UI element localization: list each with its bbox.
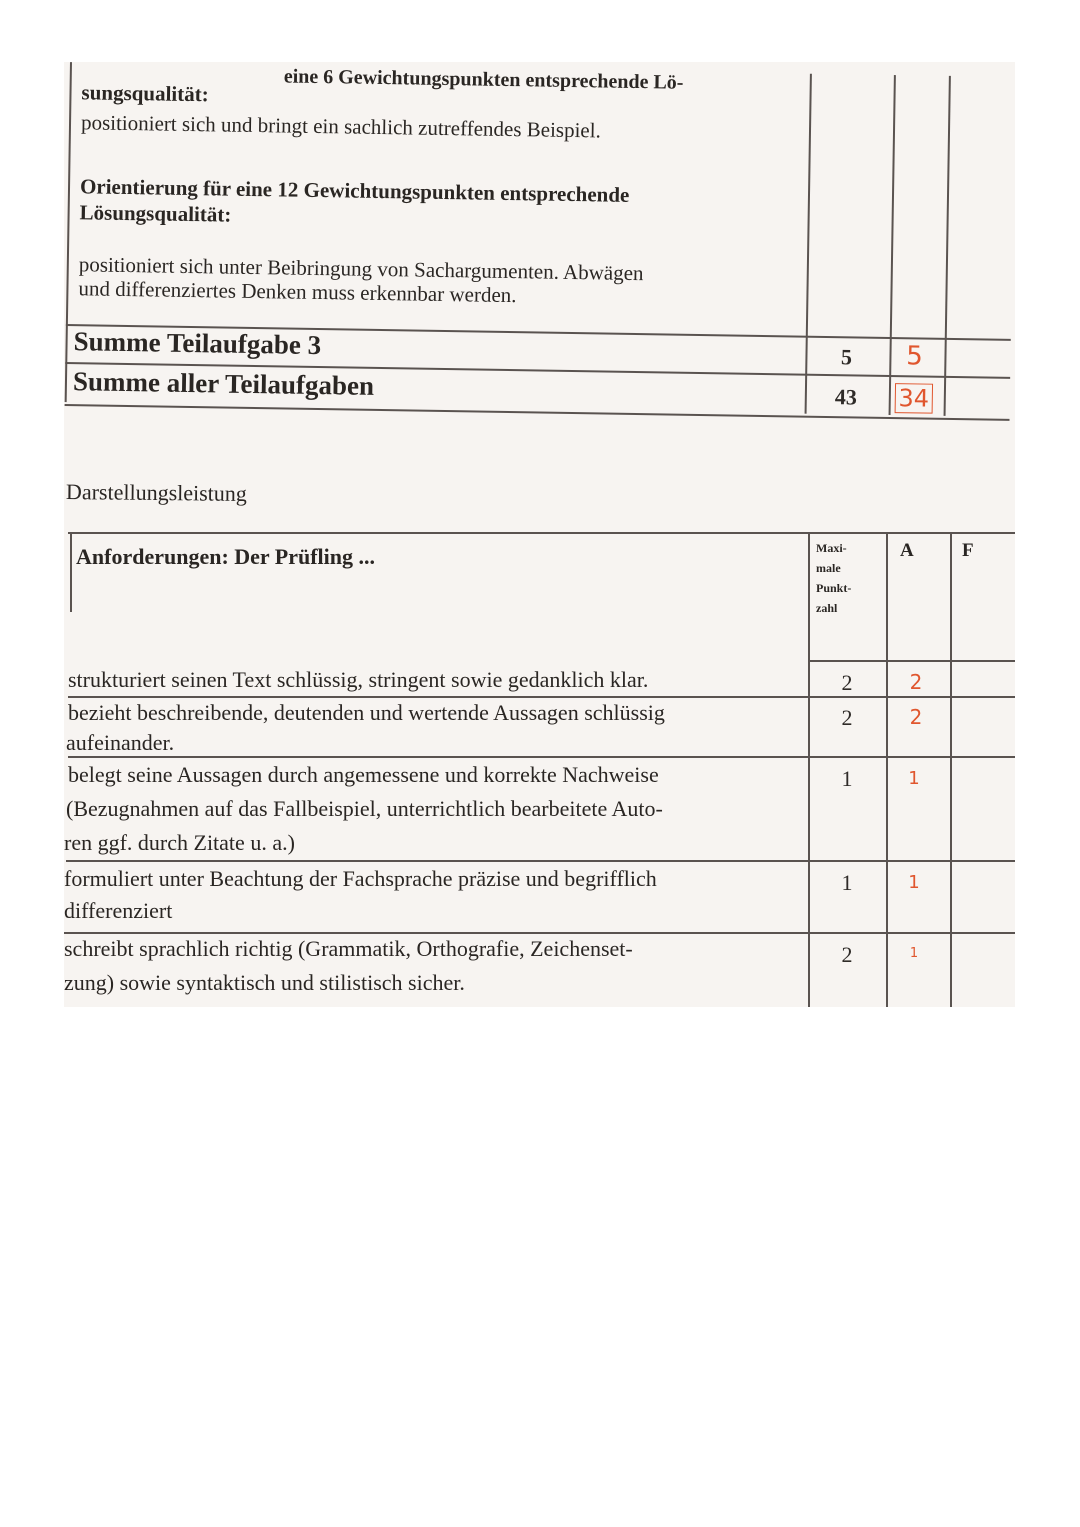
section-title: Darstellungsleistung [65, 479, 248, 506]
row3-text-line3: ren ggf. durch Zitate u. a.) [64, 830, 295, 855]
sum-part3-max: 5 [840, 344, 853, 370]
row1-max: 2 [841, 670, 853, 695]
row1-text: strukturiert seinen Text schlüssig, stringent sowie gedanklich klar. [68, 667, 649, 692]
col-a-header: A [900, 540, 914, 561]
col-f-header: F [962, 540, 974, 561]
row2-text-line2: aufeinander. [66, 730, 175, 755]
header-12-line1: Orientierung für eine 12 Gewichtungspunkten entsprechende [79, 174, 630, 207]
row5-text-line1: schreibt sprachlich richtig (Grammatik, Orthografie, Zeichenset- [64, 936, 633, 961]
header-6-fragment: eine 6 Gewichtungspunkten entsprechende Lö- [283, 65, 684, 94]
row5-text-line2: zung) sowie syntaktisch und stilistisch sicher. [64, 970, 465, 995]
sum-all-label: Summe aller Teilaufgaben [72, 366, 375, 401]
col-max-line3: Punkt- [816, 581, 852, 595]
sum-part3-score: 5 [905, 341, 923, 372]
row3-score: 1 [908, 768, 920, 789]
row4-score: 1 [908, 872, 920, 893]
row4-text-line2: differenziert [64, 898, 173, 923]
upper-table [64, 62, 1015, 437]
row4-max: 1 [841, 870, 853, 895]
row2-score: 2 [909, 705, 923, 729]
header-6-line2: sungsqualität: [81, 80, 209, 107]
sum-part3-label: Summe Teilaufgabe 3 [73, 326, 322, 361]
criterion-6: positioniert sich und bringt ein sachlich zutreffendes Beispiel. [80, 110, 602, 143]
row3-text-line1: belegt seine Aussagen durch angemessene und korrekte Nachweise [68, 762, 659, 787]
row2-text-line1: bezieht beschreibende, deutenden und wertende Aussagen schlüssig [68, 700, 665, 725]
row3-max: 1 [841, 766, 853, 791]
criterion-12-line1: positioniert sich unter Beibringung von Sachargumenten. Abwägen [78, 252, 644, 286]
col-max-line4: zahl [816, 601, 838, 615]
row2-max: 2 [841, 705, 853, 730]
col-max-line2: male [816, 561, 841, 575]
row5-score: 1 [909, 946, 919, 961]
document-photo [64, 62, 1015, 1007]
row1-score: 2 [909, 670, 923, 694]
sum-all-max: 43 [834, 384, 858, 410]
requirements-header: Anforderungen: Der Prüfling ... [76, 544, 376, 569]
col-max-line1: Maxi- [816, 541, 847, 555]
row4-text-line1: formuliert unter Beachtung der Fachsprache präzise und begrifflich [64, 866, 657, 891]
header-12-line2: Lösungsqualität: [79, 200, 232, 227]
sum-all-score: 34 [895, 383, 933, 414]
row5-max: 2 [841, 942, 853, 967]
row3-text-line2: (Bezugnahmen auf das Fallbeispiel, unterrichtlich bearbeitete Auto- [66, 796, 663, 821]
criterion-12-line2: und differenziertes Denken muss erkennbar werden. [78, 276, 517, 308]
assessment-table [64, 530, 1015, 1007]
